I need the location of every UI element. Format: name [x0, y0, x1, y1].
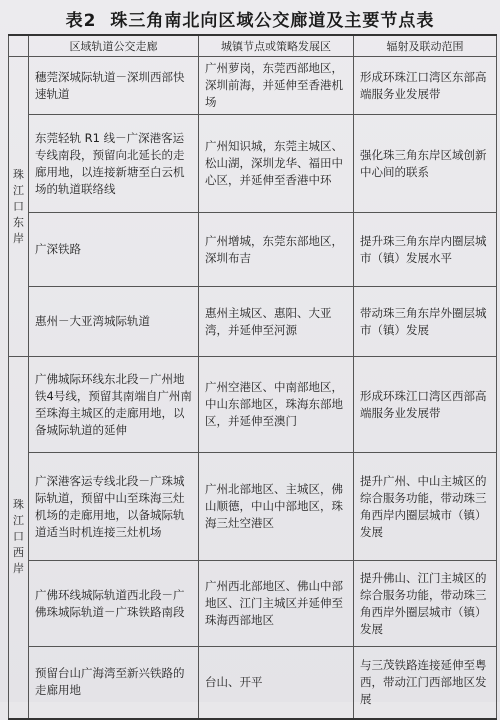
table-title-text: 珠三角南北向区域公交廊道及主要节点表	[110, 11, 435, 31]
nodes-cell: 广州增城，东莞东部地区，深圳布吉	[199, 213, 354, 287]
scope-cell: 提升珠三角东岸内圈层城市（镇）发展水平	[354, 213, 497, 287]
table-row	[9, 357, 497, 453]
corridor-cell: 预留台山广海湾至新兴铁路的走廊用地	[29, 647, 199, 719]
scope-cell: 与三茂铁路连接延伸至粤西，带动江门西部地区发展	[354, 647, 497, 719]
corridor-cell: 穗莞深城际轨道－深圳西部快速轨道	[29, 57, 199, 115]
header-nodes: 城镇节点或策略发展区	[199, 35, 354, 57]
table-row	[9, 115, 497, 213]
header-row	[9, 35, 497, 57]
header-scope: 辐射及联动范围	[354, 35, 497, 57]
scope-cell: 强化珠三角东岸区域创新中心间的联系	[354, 115, 497, 213]
scope-cell: 形成环珠江口湾区东部高端服务业发展带	[354, 57, 497, 115]
corridor-cell: 广佛环线城际轨道西北段－广佛珠城际轨道－广珠铁路南段	[29, 561, 199, 647]
table-row	[9, 647, 497, 719]
table-row	[9, 57, 497, 115]
region-name: 珠江口东岸	[13, 167, 24, 245]
nodes-cell: 广州空港区、中南部地区，中山东部地区，珠海东部地区，并延伸至澳门	[199, 357, 354, 453]
table-row	[9, 453, 497, 561]
scope-cell: 形成环珠江口湾区西部高端服务业发展带	[354, 357, 497, 453]
table-number: 表2	[65, 11, 97, 31]
scope-cell: 提升佛山、江门主城区的综合服务功能，带动珠三角西岸外圈层城市（镇）发展	[354, 561, 497, 647]
nodes-cell: 惠州主城区、惠阳、大亚湾，并延伸至河源	[199, 287, 354, 357]
header-region	[9, 35, 29, 57]
table-row	[9, 287, 497, 357]
region-label-west	[9, 357, 29, 719]
nodes-cell: 广州知识城，东莞主城区、松山湖，深圳龙华、福田中心区，并延伸至香港中环	[199, 115, 354, 213]
corridor-cell: 广深铁路	[29, 213, 199, 287]
table-row	[9, 213, 497, 287]
table-row	[9, 561, 497, 647]
corridor-cell: 东莞轻轨 R1 线－广深港客运专线南段，预留向北延长的走廊用地，以连接新塘至白云机场的轨道联络线	[29, 115, 199, 213]
header-corridor: 区域轨道公交走廊	[29, 35, 199, 57]
corridor-cell: 惠州－大亚湾城际轨道	[29, 287, 199, 357]
corridor-cell: 广佛城际环线东北段－广州地铁4号线，预留其南端自广州南至珠海主城区的走廊用地，以备城际轨道的延伸	[29, 357, 199, 453]
corridor-table	[8, 34, 497, 720]
table-title	[0, 6, 500, 34]
nodes-cell: 广州北部地区、主城区，佛山顺德，中山中部地区，珠海三灶空港区	[199, 453, 354, 561]
corridor-cell: 广深港客运专线北段－广珠城际轨道，预留中山至珠海三灶机场的走廊用地，以备城际轨道适当时机连接三灶机场	[29, 453, 199, 561]
nodes-cell: 广州萝岗，东莞西部地区，深圳前海，并延伸至香港机场	[199, 57, 354, 115]
nodes-cell: 广州西北部地区、佛山中部地区、江门主城区并延伸至珠海西部地区	[199, 561, 354, 647]
region-label-east	[9, 57, 29, 357]
nodes-cell: 台山、开平	[199, 647, 354, 719]
scope-cell: 带动珠三角东岸外圈层城市（镇）发展	[354, 287, 497, 357]
region-name: 珠江口西岸	[13, 498, 24, 576]
scope-cell: 提升广州、中山主城区的综合服务功能，带动珠三角西岸内圈层城市（镇）发展	[354, 453, 497, 561]
